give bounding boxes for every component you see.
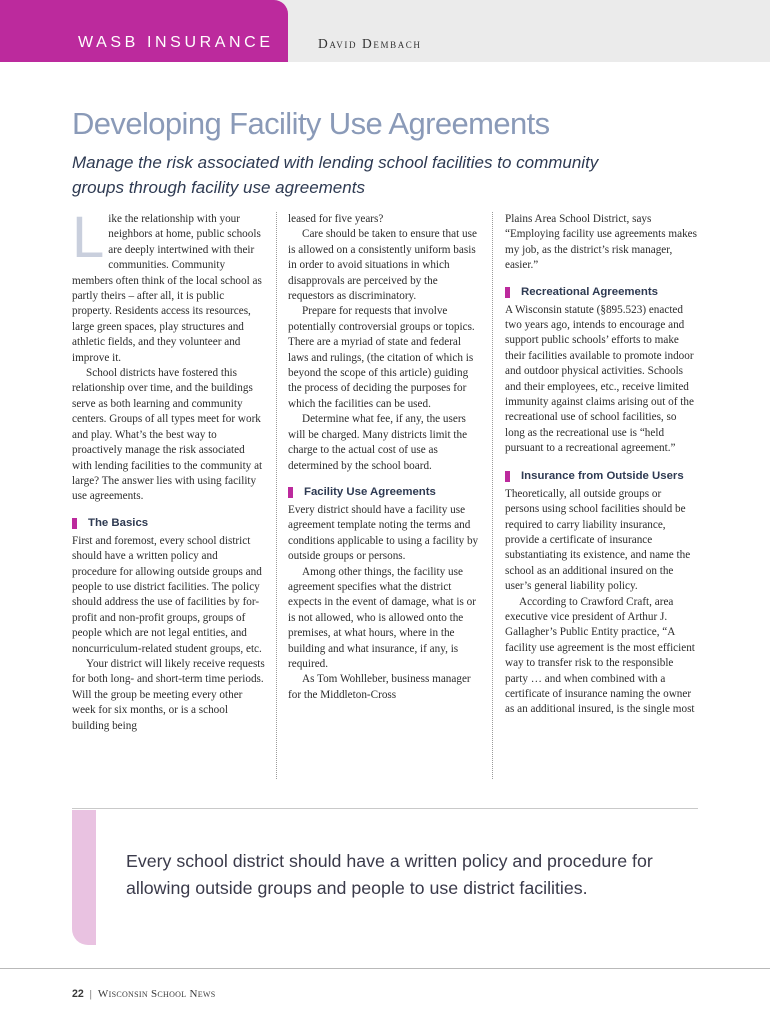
section-tab [0,0,288,62]
paragraph: Every district should have a facility use agreement template noting the terms and conditions applicable to using a facility by outside groups or persons. [288,503,479,563]
column-divider [492,212,493,779]
pull-quote-rule [72,808,698,809]
section-label: WASB INSURANCE [78,34,274,51]
paragraph-text: ike the relationship with your neighbors at home, public schools are deeply intertwined with their communities. Community members often think of the local school as partly theirs – after all, it is public property. Residents access its resources, large green spaces, play structures and athletic fields, and they volunteer and improve it. [72,213,262,364]
page-footer [72,988,216,1000]
article-column-3 [505,212,698,718]
section-heading-basics: The Basics [72,516,265,531]
drop-cap: L [72,205,105,270]
paragraph: Plains Area School District, says “Employing facility use agreements makes my job, as the district’s risk manager, easier.” [505,213,697,272]
footer-separator: | [89,989,92,1000]
paragraph [72,205,265,366]
paragraph: First and foremost, every school district should have a written policy and procedure for allowing outside groups and people to use district facilities. The policy should address the use of facilities by for-profit and non-profit groups, groups of people which are not legal entities, and noncurriculum-related student groups, etc. [72,534,262,655]
paragraph: leased for five years? [288,213,384,225]
section-heading-recreational: Recreational Agreements [505,285,698,300]
column-divider [276,212,277,779]
paragraph: Theoretically, all outside groups or persons using school facilities should be required to carry liability insurance, provide a certificate of insurance substantiating its existence, and name the school as an additional insured on the user’s general liability policy. [505,487,691,593]
paragraph: As Tom Wohlleber, business manager for the Middleton-Cross [288,673,471,701]
paragraph: School districts have fostered this relationship over time, and the buildings serve as both learning and community centers. Groups of all types meet for work and play. What’s the best way to proactively manage the risk associated with lending facilities to the community at large? The answer lies with using facility use agreements. [72,367,263,503]
article-subtitle: Manage the risk associated with lending school facilities to community groups through facility use agreements [72,153,599,197]
paragraph: According to Crawford Craft, area executive vice president of Arthur J. Gallagher’s Public Entity practice, “A facility use agreement is the most efficient way to transfer risk to the responsible party … and when combined with a certificate of insurance naming the owner as an additional insured, is the single most [505,595,695,716]
article-column-2 [288,212,480,703]
author-byline: David Dembach [318,36,422,51]
paragraph: Prepare for requests that involve potentially controversial groups or topics. There are a myriad of state and federal laws and rulings, (the citation of which is beyond the scope of this article) guiding the process of deciding the purposes for which the facilities can be used. [288,305,475,410]
section-heading-facility-use: Facility Use Agreements [288,485,480,500]
pull-quote: Every school district should have a written policy and procedure for allowing outside groups and people to use district facilities. [126,851,653,898]
section-heading-insurance: Insurance from Outside Users [505,469,698,484]
article-column-1 [72,205,265,734]
page-number: 22 [72,988,84,1000]
article-title: Developing Facility Use Agreements [72,106,550,141]
paragraph: A Wisconsin statute (§895.523) enacted two years ago, intends to encourage and support public schools’ efforts to make their facilities available to promote indoor and outdoor physical activities. Schools and their employees, etc., receive limited immunity against claims arising out of the recreational use of school facilities, so long as the recreational use is “held pursuant to a recreational agreement.” [505,303,694,455]
paragraph: Among other things, the facility use agreement specifies what the district expects in the event of damage, what is or is not allowed, who is allowed onto the premises, at what hours, where in the building and what insurance, if any, is required. [288,565,476,670]
pull-quote-bar [72,810,96,945]
paragraph: Care should be taken to ensure that use is allowed on a consistently uniform basis in order to avoid situations in which disapprovals are perceived by the requestors as discriminatory. [288,228,477,303]
publication-name: Wisconsin School News [97,988,216,1000]
paragraph: Your district will likely receive requests for both long- and short-term time periods. Will the group be meeting every other week for six months, or is a school building being [72,657,265,732]
footer-rule [0,968,770,969]
paragraph: Determine what fee, if any, the users will be charged. Many districts limit the charge to the actual cost of use as determined by the school board. [288,413,468,472]
